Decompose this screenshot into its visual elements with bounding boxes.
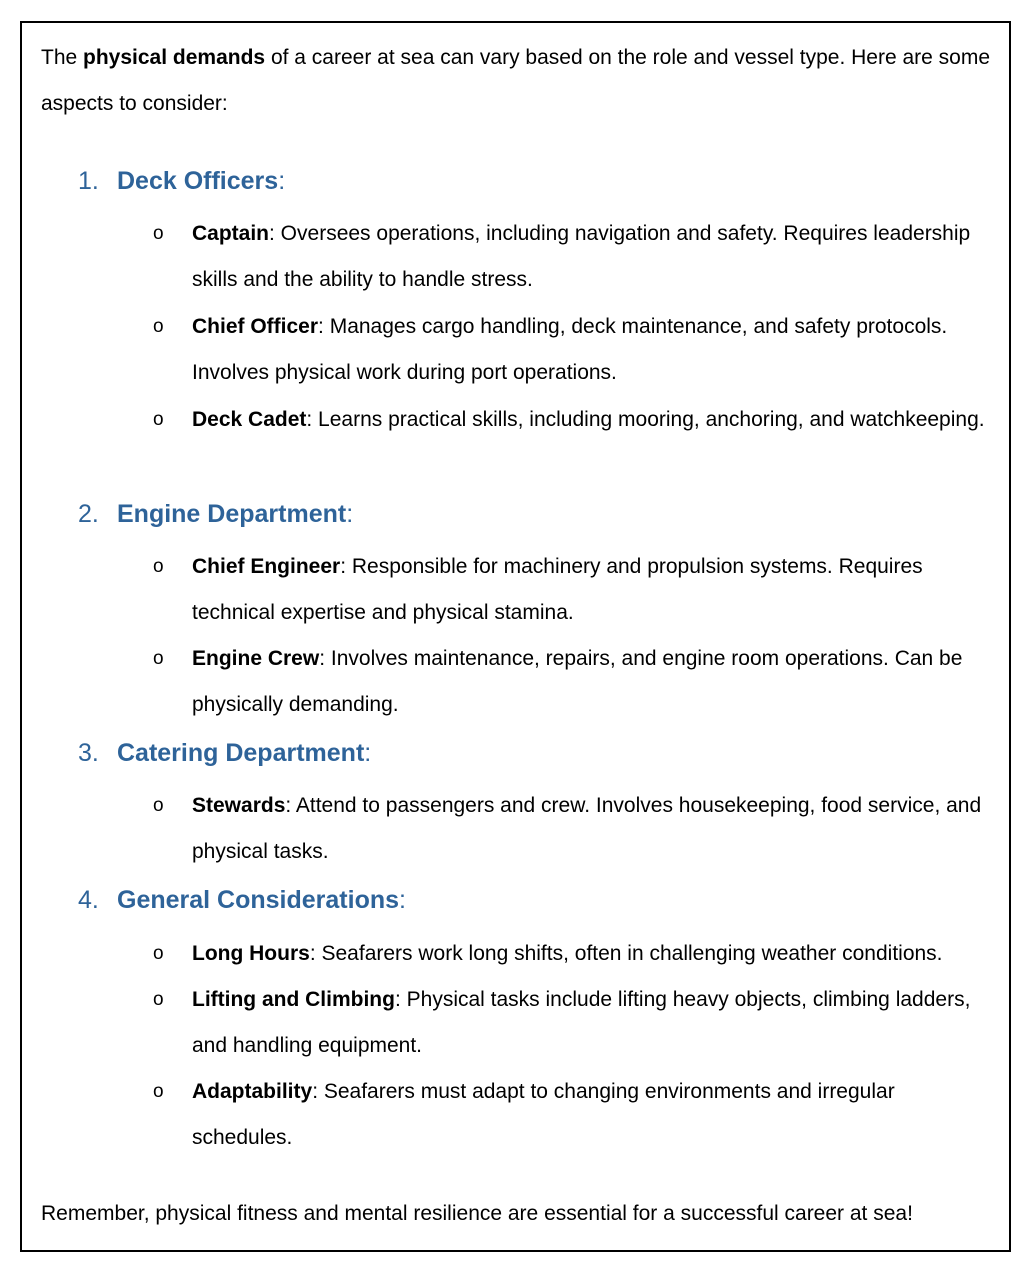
list-item — [153, 636, 993, 728]
section-number: 1. — [78, 167, 99, 195]
bullet-icon: o — [153, 223, 164, 244]
section-colon: : — [399, 886, 406, 914]
section-heading-engine-department — [78, 497, 353, 531]
section-title: Engine Department — [117, 500, 347, 528]
section-number: 2. — [78, 500, 99, 528]
section-heading-catering-department — [78, 736, 371, 770]
bullet-icon: o — [153, 989, 164, 1010]
section-heading-deck-officers — [78, 164, 285, 198]
section-title: General Considerations — [117, 886, 400, 914]
section-number: 3. — [78, 739, 99, 767]
item-term: Chief Officer — [192, 315, 319, 338]
item-desc: : Learns practical skills, including mooring, anchoring, and watchkeeping. — [306, 408, 985, 431]
item-desc: : Involves maintenance, repairs, and engine room operations. Can be physically demanding. — [192, 647, 963, 716]
bullet-icon: o — [153, 795, 164, 816]
bullet-icon: o — [153, 648, 164, 669]
list-item — [153, 544, 993, 636]
section-colon: : — [364, 739, 372, 767]
list-item — [153, 783, 993, 875]
item-term: Lifting and Climbing — [192, 988, 395, 1011]
item-term: Stewards — [192, 794, 286, 817]
list-item — [153, 304, 993, 396]
item-desc: : Attend to passengers and crew. Involves housekeeping, food service, and physical tasks. — [192, 794, 982, 863]
intro-bold: physical demands — [83, 46, 266, 69]
intro-paragraph — [41, 35, 991, 127]
list-item — [153, 397, 993, 443]
document-frame — [20, 21, 1011, 1252]
item-term: Engine Crew — [192, 647, 320, 670]
list-item — [153, 931, 1003, 977]
item-term: Adaptability — [192, 1080, 313, 1103]
item-desc: : Manages cargo handling, deck maintenance, and safety protocols. Involves physical work during port operations. — [192, 315, 948, 384]
item-term: Deck Cadet — [192, 408, 307, 431]
list-item — [153, 211, 993, 303]
item-desc: : Oversees operations, including navigation and safety. Requires leadership skills and the ability to handle stress. — [192, 222, 971, 291]
item-term: Long Hours — [192, 942, 310, 965]
item-desc: : Seafarers must adapt to changing environments and irregular schedules. — [192, 1080, 895, 1149]
bullet-icon: o — [153, 556, 164, 577]
section-number: 4. — [78, 886, 99, 914]
intro-before: The — [41, 46, 84, 69]
list-item — [153, 977, 993, 1069]
list-item — [153, 1069, 993, 1161]
item-desc: : Seafarers work long shifts, often in challenging weather conditions. — [309, 942, 943, 965]
section-title: Catering Department — [117, 739, 365, 767]
bullet-icon: o — [153, 316, 164, 337]
item-desc: : Responsible for machinery and propulsion systems. Requires technical expertise and physical stamina. — [192, 555, 923, 624]
bullet-icon: o — [153, 943, 164, 964]
section-heading-general-considerations — [78, 883, 406, 917]
bullet-icon: o — [153, 1081, 164, 1102]
section-colon: : — [278, 167, 286, 195]
intro-after: of a career at sea can vary based on the role and vessel type. Here are some aspects to consider: — [41, 46, 991, 115]
item-term: Chief Engineer — [192, 555, 341, 578]
section-title: Deck Officers — [117, 167, 279, 195]
closing-paragraph: Remember, physical fitness and mental resilience are essential for a successful career at sea! — [41, 1202, 913, 1225]
item-term: Captain — [192, 222, 270, 245]
section-colon: : — [346, 500, 354, 528]
item-desc: : Physical tasks include lifting heavy objects, climbing ladders, and handling equipment. — [192, 988, 971, 1057]
bullet-icon: o — [153, 409, 164, 430]
